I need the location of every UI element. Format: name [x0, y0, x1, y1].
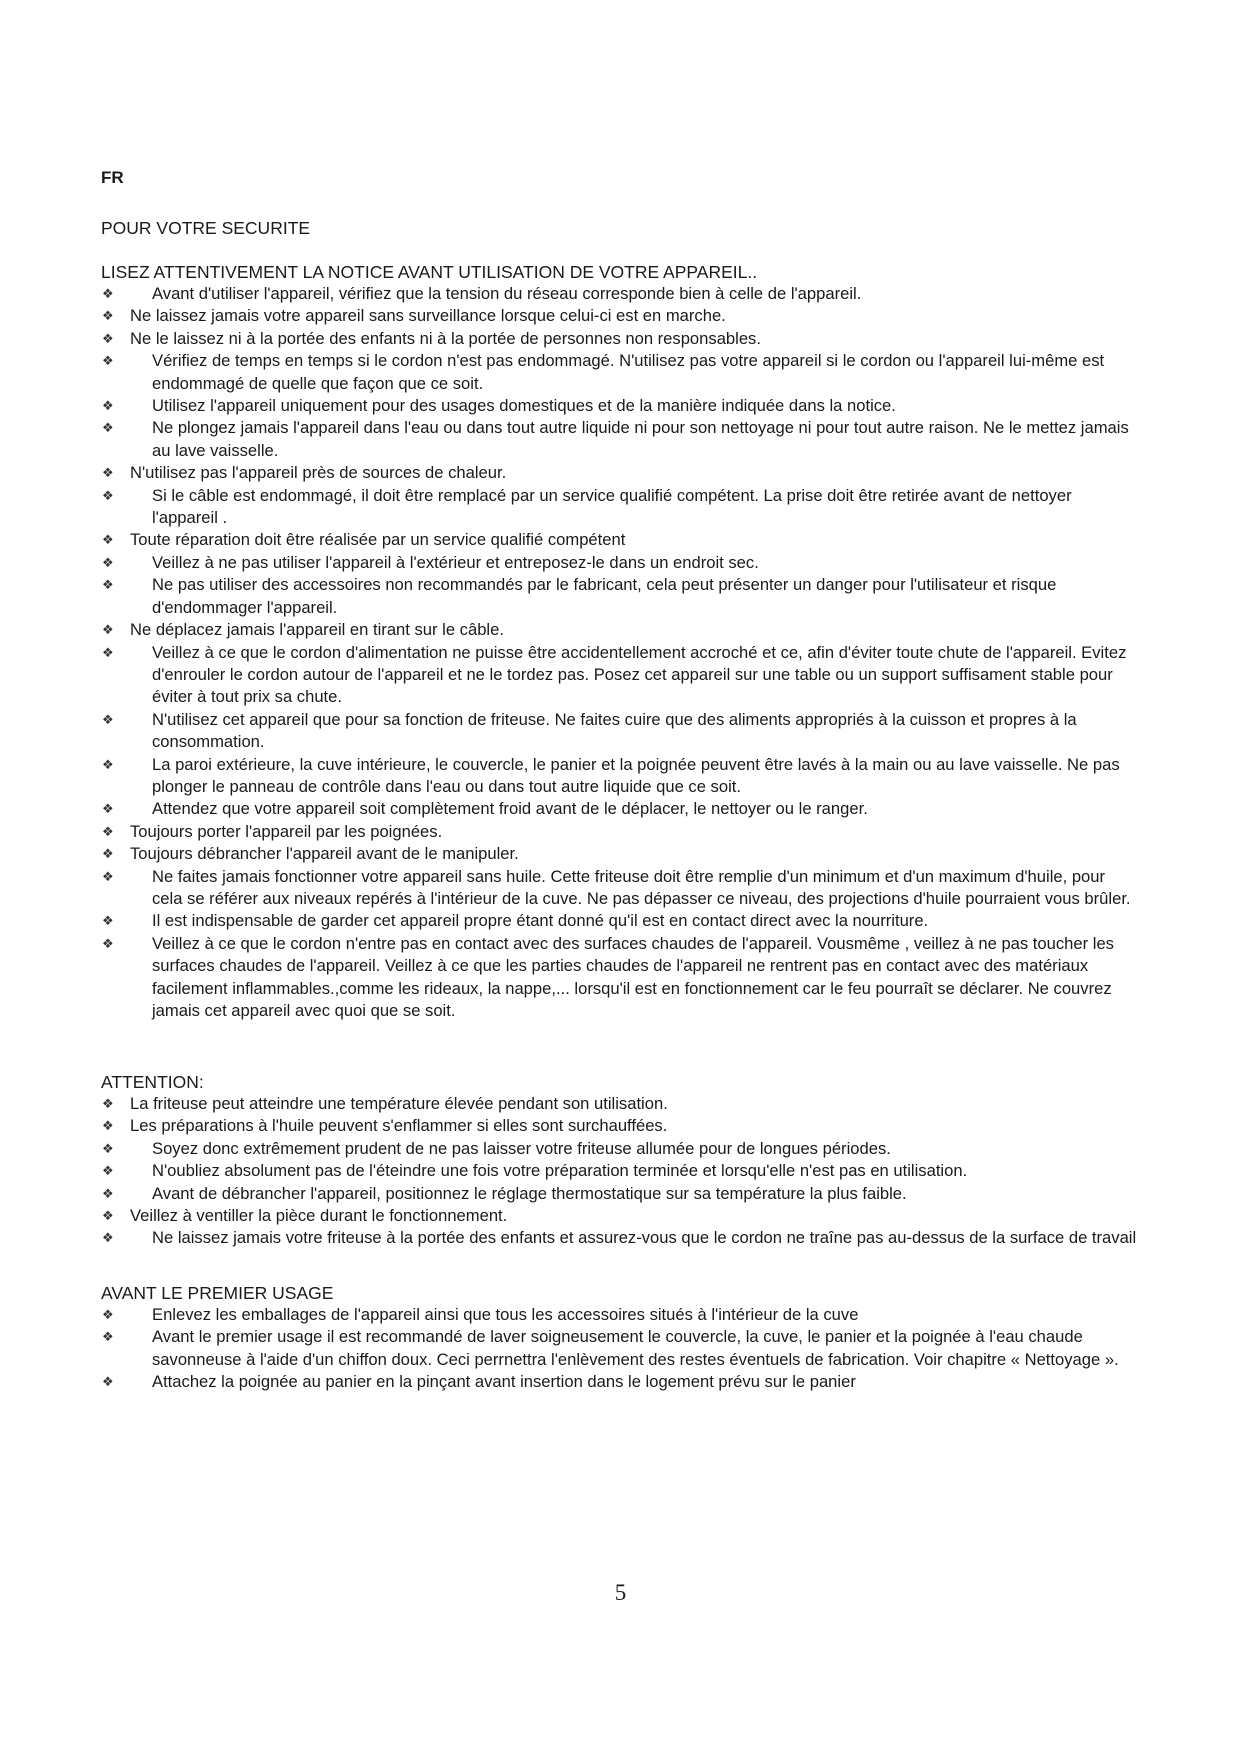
- page-number: 5: [614, 1580, 627, 1605]
- list-item: ❖ Toujours porter l'appareil par les poignées.: [98, 821, 1138, 843]
- diamond-bullet-icon: ❖: [102, 577, 114, 593]
- first-use-list: [98, 1304, 1138, 1394]
- list-item: ❖ N'oubliez absolument pas de l'éteindre une fois votre préparation terminée et lorsqu'elle n'est pas en utilisation.: [98, 1160, 1138, 1182]
- list-item: ❖ Ne déplacez jamais l'appareil en tirant sur le câble.: [98, 619, 1138, 641]
- list-item: ❖ Veillez à ce que le cordon n'entre pas en contact avec des surfaces chaudes de l'appareil. Vousmême , veillez à ne pas toucher les surfaces chaudes de l'appareil. Veillez à ce que les parties chaudes de l'appareil ne rentrent pas en contact avec des matériaux facilement inflammables.,comme les rideaux, la nappe,... lorsqu'il est en fonctionnement car le feu pourraît se déclarer. Ne couvrez jamais cet appareil avec quoi que se soit.: [102, 933, 1114, 1020]
- list-item: ❖ La friteuse peut atteindre une température élevée pendant son utilisation.: [98, 1093, 1138, 1115]
- diamond-bullet-icon: ❖: [102, 1329, 114, 1345]
- diamond-bullet-icon: ❖: [102, 1374, 114, 1390]
- diamond-bullet-icon: ❖: [102, 711, 114, 727]
- diamond-bullet-icon: ❖: [102, 420, 114, 436]
- diamond-bullet-icon: ❖: [102, 935, 114, 951]
- diamond-bullet-icon: ❖: [102, 1208, 114, 1224]
- list-item: ❖ Toute réparation doit être réalisée par un service qualifié compétent: [98, 529, 1138, 551]
- diamond-bullet-icon: ❖: [102, 465, 114, 481]
- list-item: ❖ Attendez que votre appareil soit complètement froid avant de le déplacer, le nettoyer ou le ranger.: [98, 798, 1138, 820]
- diamond-bullet-icon: ❖: [102, 846, 114, 862]
- diamond-bullet-icon: ❖: [102, 1118, 114, 1134]
- section-title-safety: POUR VOTRE SECURITE: [101, 218, 311, 238]
- list-item: ❖ Ne le laissez ni à la portée des enfants ni à la portée de personnes non responsables.: [98, 328, 1138, 350]
- list-item: ❖ Attachez la poignée au panier en la pinçant avant insertion dans le logement prévu sur le panier: [98, 1371, 1138, 1393]
- diamond-bullet-icon: ❖: [102, 1163, 114, 1179]
- list-item: ❖ Toujours débrancher l'appareil avant de le manipuler.: [98, 843, 1138, 865]
- list-item: ❖ Ne pas utiliser des accessoires non recommandés par le fabricant, cela peut présenter un danger pour l'utilisateur et risque d'endommager l'appareil.: [102, 575, 1057, 617]
- section-subtitle-read-notice: LISEZ ATTENTIVEMENT LA NOTICE AVANT UTILISATION DE VOTRE APPAREIL..: [101, 262, 758, 282]
- diamond-bullet-icon: ❖: [102, 308, 114, 324]
- list-item: ❖ N'utilisez pas l'appareil près de sources de chaleur.: [98, 462, 1138, 484]
- diamond-bullet-icon: ❖: [102, 868, 114, 884]
- diamond-bullet-icon: ❖: [102, 1185, 114, 1201]
- section-title-first-use: AVANT LE PREMIER USAGE: [101, 1283, 334, 1303]
- list-item: ❖ Veillez à ne pas utiliser l'appareil à l'extérieur et entreposez-le dans un endroit sec.: [98, 552, 1138, 574]
- list-item: ❖ Veillez à ventiller la pièce durant le fonctionnement.: [98, 1205, 1138, 1227]
- diamond-bullet-icon: ❖: [102, 1307, 114, 1322]
- list-item: ❖ La paroi extérieure, la cuve intérieure, le couvercle, le panier et la poignée peuvent être lavés à la main ou au lave vaisselle. Ne pas plonger le panneau de contrôle dans l'eau ou dans tout autre liquide que ce soit.: [102, 754, 1120, 796]
- list-item: ❖ Avant de débrancher l'appareil, positionnez le réglage thermostatique sur sa température la plus faible.: [98, 1183, 1138, 1205]
- diamond-bullet-icon: ❖: [102, 1140, 114, 1156]
- attention-list: [98, 1093, 1138, 1250]
- diamond-bullet-icon: ❖: [102, 1096, 114, 1111]
- diamond-bullet-icon: ❖: [102, 532, 114, 548]
- list-item: ❖ Enlevez les emballages de l'appareil ainsi que tous les accessoires situés à l'intérieur de la cuve: [98, 1304, 1138, 1326]
- diamond-bullet-icon: ❖: [102, 644, 114, 660]
- diamond-bullet-icon: ❖: [102, 1230, 114, 1246]
- diamond-bullet-icon: ❖: [102, 823, 114, 839]
- diamond-bullet-icon: ❖: [102, 554, 114, 570]
- list-item: ❖ Les préparations à l'huile peuvent s'enflammer si elles sont surchauffées.: [98, 1115, 1138, 1137]
- list-item: ❖ Soyez donc extrêmement prudent de ne pas laisser votre friteuse allumée pour de longues périodes.: [98, 1138, 1138, 1160]
- diamond-bullet-icon: ❖: [102, 913, 114, 929]
- diamond-bullet-icon: ❖: [102, 801, 114, 817]
- diamond-bullet-icon: ❖: [102, 398, 114, 414]
- diamond-bullet-icon: ❖: [102, 330, 114, 346]
- safety-list: [98, 283, 1138, 1022]
- diamond-bullet-icon: ❖: [102, 487, 114, 503]
- list-item: ❖ Avant le premier usage il est recommandé de laver soigneusement le couvercle, la cuve, le panier et la poignée à l'eau chaude savonneuse à l'aide d'un chiffon doux. Ceci perrnettra l'enlèvement des restes éventuels de fabrication. Voir chapitre « Nettoyage ».: [102, 1327, 1119, 1369]
- diamond-bullet-icon: ❖: [102, 756, 114, 772]
- list-item: ❖ Vérifiez de temps en temps si le cordon n'est pas endommagé. N'utilisez pas votre appareil si le cordon ou l'appareil lui-même est endommagé de quelle que façon que ce soit.: [102, 351, 1105, 393]
- list-item: ❖ Utilisez l'appareil uniquement pour des usages domestiques et de la manière indiquée dans la notice.: [98, 395, 1138, 417]
- list-item: ❖ N'utilisez cet appareil que pour sa fonction de friteuse. Ne faites cuire que des aliments appropriés à la cuisson et propres à la consommation.: [102, 709, 1077, 752]
- language-code: FR: [101, 168, 124, 187]
- list-item: ❖ Si le câble est endommagé, il doit être remplacé par un service qualifié compétent. La prise doit être retirée avant de nettoyer l'appareil .: [102, 485, 1072, 528]
- section-title-attention: ATTENTION:: [101, 1072, 204, 1092]
- list-item: ❖ Ne plongez jamais l'appareil dans l'eau ou dans tout autre liquide ni pour son nettoyage ni pour tout autre raison. Ne le mettez jamais au lave vaisselle.: [102, 418, 1129, 460]
- list-item: ❖ Avant d'utiliser l'appareil, vérifiez que la tension du réseau corresponde bien à celle de l'appareil.: [98, 283, 1138, 305]
- diamond-bullet-icon: ❖: [102, 622, 114, 638]
- list-item: ❖ Ne laissez jamais votre friteuse à la portée des enfants et assurez-vous que le cordon ne traîne pas au-dessus de la surface de travail: [98, 1227, 1138, 1249]
- list-item: ❖ Il est indispensable de garder cet appareil propre étant donné qu'il est en contact direct avec la nourriture.: [98, 910, 1138, 932]
- list-item: ❖ Ne faites jamais fonctionner votre appareil sans huile. Cette friteuse doit être remplie d'un minimum et d'un maximum d'huile, pour cela se référer aux niveaux repérés à l'intérieur de la cuve. Ne pas dépasser ce niveau, des projections d'huile pourraient vous brûler.: [102, 866, 1131, 908]
- list-item: ❖ Ne laissez jamais votre appareil sans surveillance lorsque celui-ci est en marche.: [98, 305, 1138, 327]
- list-item: ❖ Veillez à ce que le cordon d'alimentation ne puisse être accidentellement accroché et ce, afin d'éviter toute chute de l'appareil. Evitez d'enrouler le cordon autour de l'appareil et ne le tordez pas. Posez cet appareil sur une table ou un support suffisament stable pour éviter à tout prix sa chute.: [102, 642, 1127, 707]
- diamond-bullet-icon: ❖: [102, 353, 114, 369]
- diamond-bullet-icon: ❖: [102, 286, 114, 301]
